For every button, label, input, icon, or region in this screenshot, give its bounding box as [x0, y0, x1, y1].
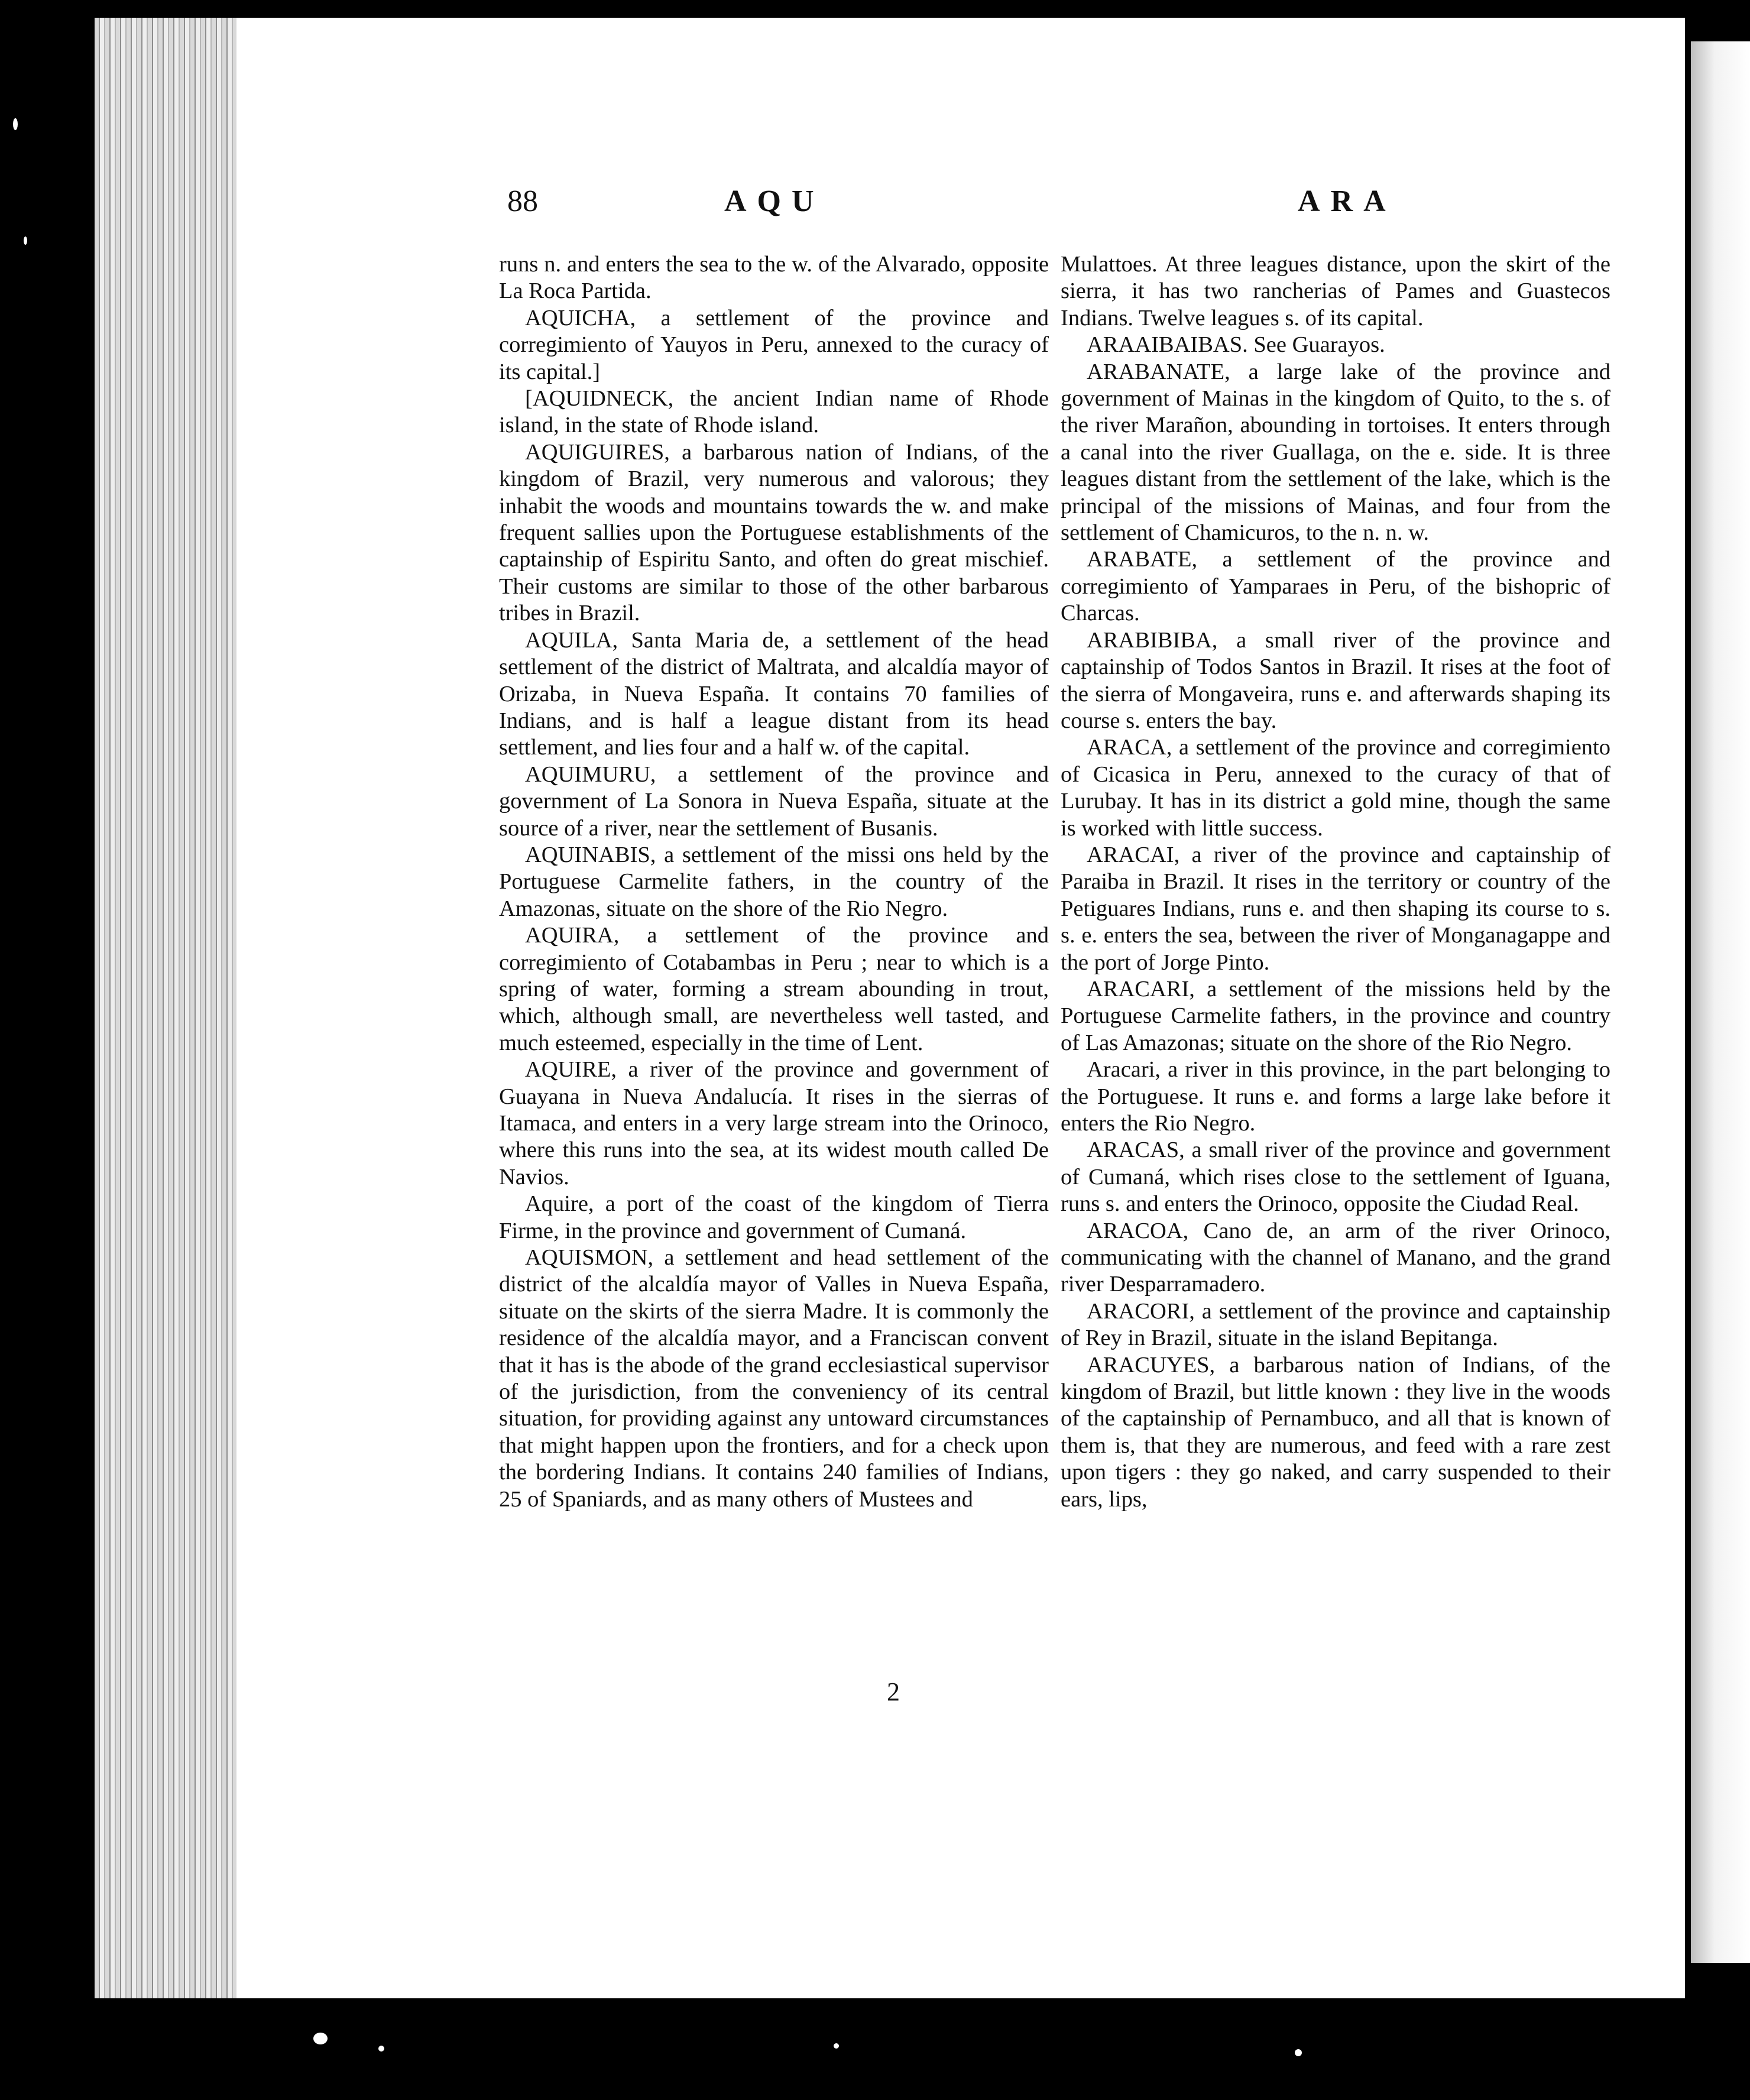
entry-paragraph: AQUIMURU, a settlement of the province and government of La Sonora in Nueva España, situate at the source of a river, near the settlement of Busanis. — [499, 761, 1049, 841]
scan-speck — [13, 118, 18, 130]
entry-paragraph: AQUINABIS, a settlement of the missi ons held by the Portuguese Carmelite fathers, in the country of the Amazonas, situate on the shore of the Rio Negro. — [499, 842, 1049, 921]
entry-paragraph: AQUILA, Santa Maria de, a settlement of the head settlement of the district of Maltrata, and alcaldía mayor of Orizaba, in Nueva España. It contains 70 families of Indians, and is half a league distant from its head settlement, and lies four and a half w. of the capital. — [499, 627, 1049, 760]
running-head-right: ARA — [1298, 184, 1396, 218]
page-number: 88 — [507, 184, 538, 218]
entry-paragraph: ARABANATE, a large lake of the province and government of Mainas in the kingdom of Quito, to the s. of the river Marañon, abounding in tortoises. It enters through a canal into the river Guallaga, on the e. side. It is three leagues distant from the settlement of the lake, which is the principal of the missions of Mainas, and four from the settlement of Chamicuros, to the n. n. w. — [1061, 359, 1610, 546]
entry-paragraph: runs n. and enters the sea to the w. of the Alvarado, opposite La Roca Partida. — [499, 252, 1049, 304]
entry-paragraph: ARACAI, a river of the province and captainship of Paraiba in Brazil. It rises in the territory or country of the Petiguares Indians, runs e. and then shaping its course to s. s. e. enters the sea, between the river of Monganagappe and the port of Jorge Pinto. — [1061, 842, 1610, 975]
scan-speck — [378, 2046, 384, 2052]
entry-paragraph: Mulattoes. At three leagues distance, upon the skirt of the sierra, it has two rancherias of Pames and Guastecos Indians. Twelve leagues s. of its capital. — [1061, 252, 1610, 330]
entry-paragraph: ARABIBIBA, a small river of the province and captainship of Todos Santos in Brazil. It rises at the foot of the sierra of Mongaveira, runs e. and afterwards shaping its course s. enters the bay. — [1061, 627, 1610, 733]
entry-paragraph: AQUIGUIRES, a barbarous nation of Indians, of the kingdom of Brazil, very numerous and valorous; they inhabit the woods and mountains towards the w. and make frequent sallies upon the Portuguese establishments of the captainship of Espiritu Santo, and often do great mischief. Their customs are similar to those of the other barbarous tribes in Brazil. — [499, 439, 1049, 626]
scan-speck — [1295, 2049, 1302, 2056]
entry-paragraph: [AQUIDNECK, the ancient Indian name of Rhode island, in the state of Rhode island. — [499, 386, 1049, 438]
entry-paragraph: ARAAIBAIBAS. See Guarayos. — [1087, 332, 1385, 358]
entry-paragraph: AQUIRE, a river of the province and government of Guayana in Nueva Andalucía. It rises in the sierras of Itamaca, and enters in a very large stream into the Orinoco, where this runs into the sea, at its widest mouth called De Navios. — [499, 1057, 1049, 1190]
entry-paragraph: ARABATE, a settlement of the province and corregimiento of Yamparaes in Peru, of the bishopric of Charcas. — [1061, 547, 1610, 626]
entry-paragraph: AQUICHA, a settlement of the province and corregimiento of Yauyos in Peru, annexed to the curacy of its capital.] — [499, 305, 1049, 384]
facing-page-edge — [1691, 41, 1750, 1963]
entry-paragraph: ARACA, a settlement of the province and corregimiento of Cicasica in Peru, annexed to the curacy of that of Lurubay. It has in its district a gold mine, though the same is worked with little success. — [1061, 735, 1610, 841]
right-column — [1061, 251, 1610, 1513]
running-head-left: AQU — [724, 184, 825, 218]
left-column — [499, 251, 1049, 1513]
entry-paragraph: Aracari, a river in this province, in the part belonging to the Portuguese. It runs e. and forms a large lake before it enters the Rio Negro. — [1061, 1057, 1610, 1136]
entry-paragraph: Aquire, a port of the coast of the kingdom of Tierra Firme, in the province and government of Cumaná. — [499, 1191, 1049, 1243]
entry-paragraph: ARACAS, a small river of the province and government of Cumaná, which rises close to the settlement of Iguana, runs s. and enters the Orinoco, opposite the Ciudad Real. — [1061, 1138, 1610, 1217]
entry-paragraph: AQUIRA, a settlement of the province and corregimiento of Cotabambas in Peru ; near to which is a spring of water, forming a stream abounding in trout, which, although small, are nevertheless well tasted, and much esteemed, especially in the time of Lent. — [499, 923, 1049, 1055]
entry-paragraph: AQUISMON, a settlement and head settlement of the district of the alcaldía mayor of Valles in Nueva España, situate on the skirts of the sierra Madre. It is commonly the residence of the alcaldía mayor, and a Franciscan convent that it has is the abode of the grand ecclesiastical supervisor of the jurisdiction, from the conveniency of its central situation, for providing against any untoward circumstances that might happen upon the frontiers, and for a check upon the bordering Indians. It contains 240 families of Indians, 25 of Spaniards, and as many others of Mustees and — [499, 1245, 1049, 1512]
scan-speck — [313, 2033, 328, 2044]
scan-speck — [834, 2043, 839, 2049]
entry-paragraph: ARACARI, a settlement of the missions held by the Portuguese Carmelite fathers, in the province and country of Las Amazonas; situate on the shore of the Rio Negro. — [1061, 976, 1610, 1055]
book-page-edges — [95, 18, 242, 1998]
entry-paragraph: ARACUYES, a barbarous nation of Indians, of the kingdom of Brazil, but little known : they live in the woods of the captainship of Pernambuco, and all that is known of them is, that they are numerous, and feed with a rare zest upon tigers : they go naked, and carry suspended to their ears, lips, — [1061, 1352, 1610, 1512]
entry-paragraph: ARACOA, Cano de, an arm of the river Orinoco, communicating with the channel of Manano, and the grand river Desparramadero. — [1061, 1218, 1610, 1297]
scan-speck — [24, 236, 27, 245]
entry-paragraph: ARACORI, a settlement of the province and captainship of Rey in Brazil, situate in the island Bepitanga. — [1061, 1298, 1610, 1351]
signature-mark: 2 — [887, 1677, 900, 1706]
